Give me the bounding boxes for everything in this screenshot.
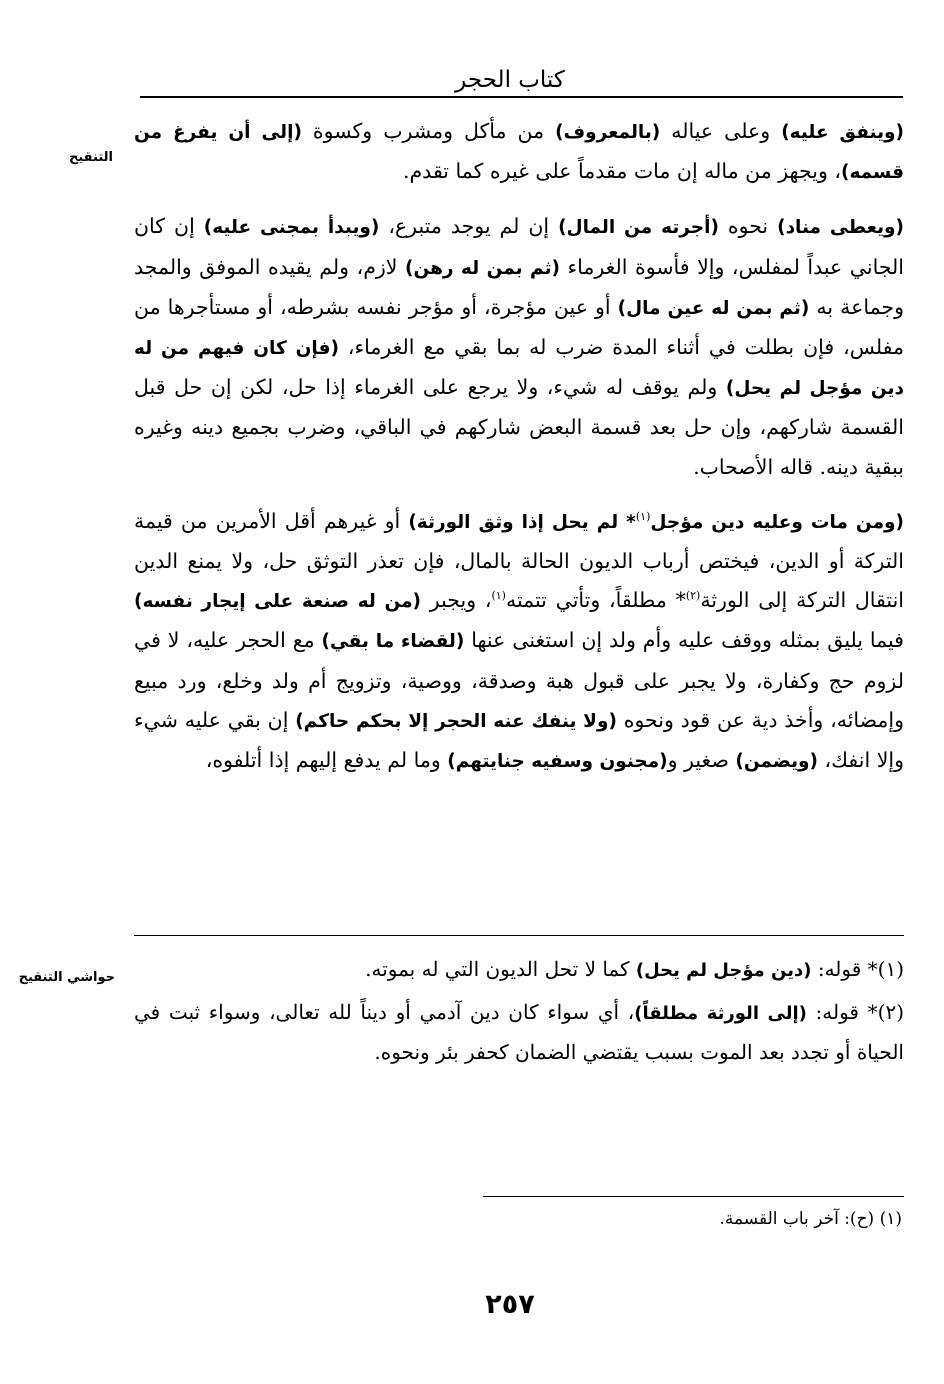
margin-label-hawashi: حواشي التنقيح xyxy=(18,970,115,985)
notes-separator-rule xyxy=(134,935,904,936)
paragraph: (ويعطى مناد) نحوه (أجرته من المال) إن لم يوجد متبرع، (ويبدأ بمجنى عليه) إن كان الجاني عبداً لمفلس، وإلا فأسوة الغرماء (ثم بمن له رهن) لازم، ولم يقيده الموفق والمجد وجماعة به (ثم بمن له عين مال) أو عين مؤجرة، أو مؤجر نفسه بشرطه، أو مستأجرها من مفلس، فإن بطلت في أثناء المدة ضرب له بما بقي مع الغرماء، (فإن كان فيهم من له دين مؤجل لم يحل) ولم يوقف له شيء، ولا يرجع على الغرماء إذا حل، لكن إن حل قبل القسمة شاركهم، وإن حل بعد قسمة البعض شاركهم في الباقي، وضرب بجميع دينه وغيره ببقية دينه. قاله الأصحاب. xyxy=(134,214,905,479)
running-header-title: كتاب الحجر xyxy=(455,67,565,93)
paragraph: (وينفق عليه) وعلى عياله (بالمعروف) من مأكل ومشرب وكسوة (إلى أن يفرغ من قسمه)، ويجهز من ماله إن مات مقدماً على غيره كما تقدم. xyxy=(134,119,904,184)
paragraph: (ومن مات وعليه دين مؤجل$^{(١)}$* لم يحل إذا وثق الورثة) أو غيرهم أقل الأمرين من قيمة التركة أو الدين، فيختص أرباب الديون الحالة بالمال، فإن تعذر التوثق حل، ولا يمنع الدين انتقال التركة إلى الورثة$^{(٢)}$* مطلقاً، وتأتي تتمته$^{(١)}$، ويجبر (من له صنعة على إيجار نفسه) فيما يليق بمثله ووقف عليه وأم ولد إن استغنى عنها (لقضاء ما بقي) مع الحجر عليه، لا في لزوم حج وكفارة، ولا يجبر على قبول هبة وصدقة، ووصية، وتزويج أم ولد وخلع، ورد مبيع وإمضائه، وأخذ دية عن قود ونحوه (ولا ينفك عنه الحجر إلا بحكم حاكم) إن بقي عليه شيء وإلا انفك، (ويضمن) صغير و(مجنون وسفيه جنايتهم) وما لم يدفع إليهم إذا أتلفوه، xyxy=(134,508,905,773)
footnote-ref[interactable]: (١) xyxy=(635,510,651,523)
page-number: ٢٥٧ xyxy=(485,1289,535,1320)
footnote-ref[interactable]: (٢) xyxy=(685,589,701,603)
note: (٢)* قوله: (إلى الورثة مطلقاً)، أي سواء كان دين آدمي أو ديناً لله تعالى، وسواء ثبت في الحياة أو تجدد بعد الموت بسبب يقتضي الضمان كحفر بئر ونحوه. xyxy=(134,1000,904,1064)
header-rule xyxy=(140,96,903,98)
footnote-ref[interactable]: (١) xyxy=(491,589,506,603)
footnote-rule xyxy=(483,1196,904,1197)
main-text xyxy=(134,112,904,796)
margin-label-tanqih: التنقيح xyxy=(69,150,113,165)
hawashi-notes xyxy=(134,950,904,1074)
note: (١)* قوله: (دين مؤجل لم يحل) كما لا تحل الديون التي له بموته. xyxy=(365,957,904,981)
editor-footnote: (١) (ح): آخر باب القسمة. xyxy=(719,1209,902,1229)
